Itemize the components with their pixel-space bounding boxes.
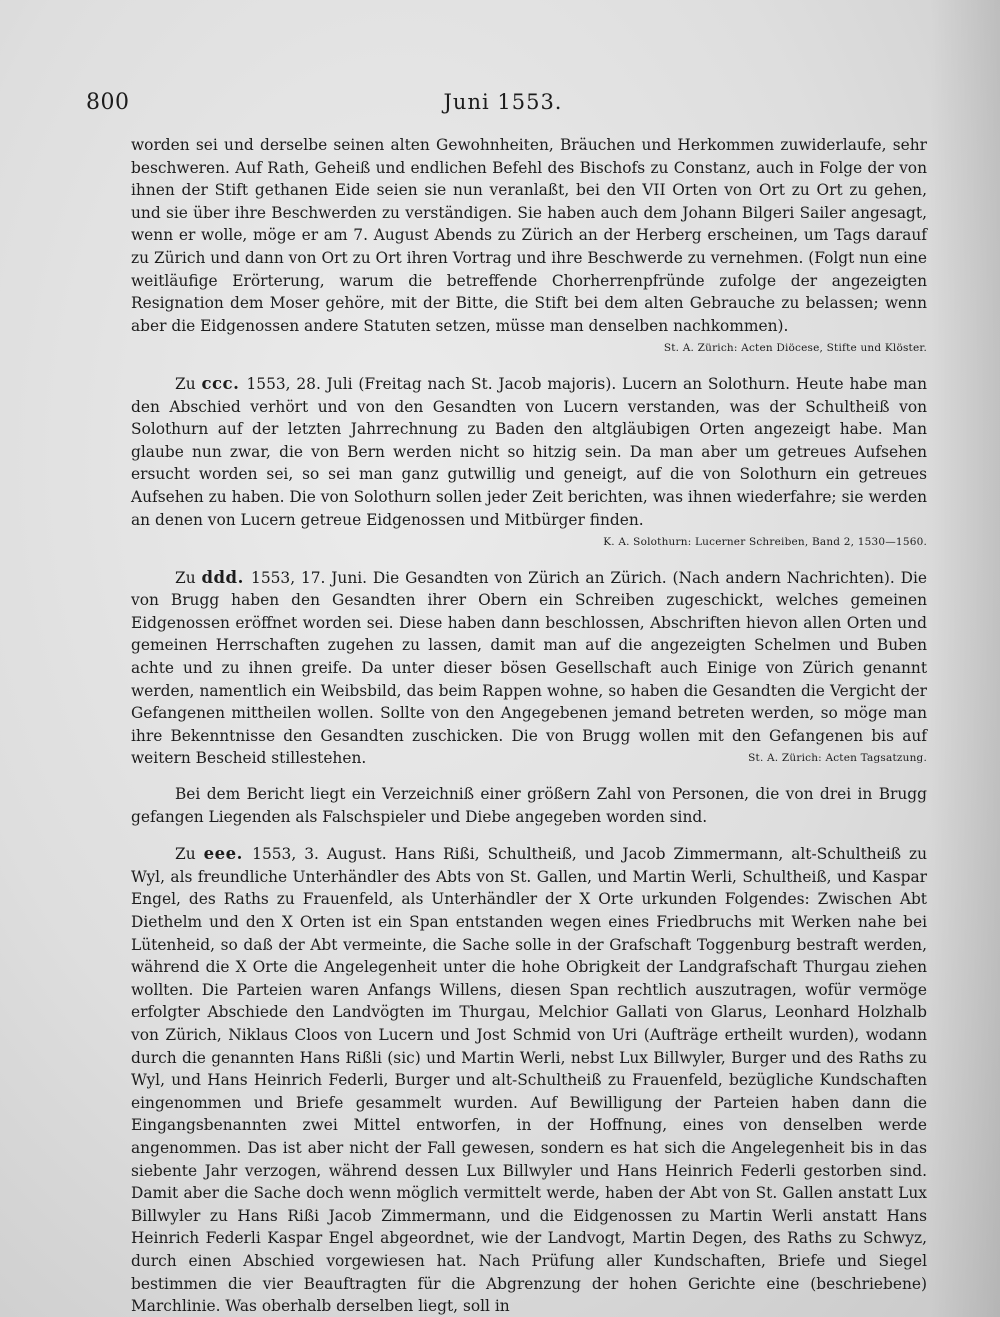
paragraph-continuation — [131, 134, 927, 360]
paragraph-text: 1553, 3. August. Hans Rißi, Schultheiß, und Jacob Zimmermann, alt-Schultheiß zu Wyl, als freundliche Unterhändler des Abts von St. Gallen, und Martin Werli, Schultheiß, und Kaspar Engel, des Raths zu Frauenfeld, als Unterhändler der X Orte urkunden Folgendes: Zwischen Abt Diethelm und den X Orten ist ein Span entstanden wegen eines Friedbruchs mit Werken nahe bei Lütenheid, so daß der Abt vermeinte, die Sache solle in der Grafschaft Toggenburg bestraft werden, während die X Orte die Angelegenheit unter die hohe Obrigkeit der Landgrafschaft Thurgau ziehen wollten. Die Parteien waren Anfangs Willens, diesen Span rechtlich auszutragen, wofür vermöge erfolgter Abschiede den Landvögten im Thurgau, Melchior Gallati von Glarus, Leonhard Holzhalb von Zürich, Niklaus Cloos von Lucern und Jost Schmid von Uri (Aufträge ertheilt wurden), wodann durch die genannten Hans Rißli (sic) und Martin Werli, nebst Lux Billwyler, Burger und des Raths zu Wyl, und Hans Heinrich Federli, Burger und alt-Schultheiß zu Frauenfeld, bezügliche Kundschaften eingenommen und Briefe gesammelt wurden. Auf Bewilligung der Parteien haben dann die Eingangsbenannten zwei Mittel entworfen, in der Hoffnung, eines von denselben werde angenommen. Das ist aber nicht der Fall gewesen, sondern es hat sich die Angelegenheit bis in das siebente Jahr verzogen, während dessen Lux Billwyler und Hans Heinrich Federli gestorben sind. Damit aber die Sache doch wenn möglich vermittelt werde, haben der Abt von St. Gallen anstatt Lux Billwyler zu Hans Rißi Jacob Zimmermann, und die Eidgenossen zu Martin Werli anstatt Hans Heinrich Federli Kaspar Engel abgeordnet, wie der Landvogt, Martin Degen, des Raths zu Schwyz, durch einen Abschied vorgewiesen hat. Nach Prüfung aller Kundschaften, Briefe und Siegel bestimmen die vier Beauftragten für die Abgrenzung der hohen Gerichte eine (beschriebene) Marchlinie. Was oberhalb derselben liegt, soll in — [131, 845, 928, 1316]
section-lead: Zu — [175, 845, 204, 864]
section-ref: ccc. — [201, 373, 247, 393]
paragraph-bei-dem-bericht — [131, 783, 927, 828]
paragraph-text: worden sei und derselbe seinen alten Gewohnheiten, Bräuchen und Herkommen zuwiderlaufe, sehr beschweren. Auf Rath, Geheiß und endlichen Befehl des Bischofs zu Constanz, auch in Folge der von ihnen der Stift gethanen Eide seien sie nun veranlaßt, bei den VII Orten von Ort zu Ort zu gehen, und sie über ihre Beschwerden zu verständigen. Sie haben auch dem Johann Bilgeri Sailer angesagt, wenn er wolle, möge er am 7. August Abends zu Zürich an der Herberg erscheinen, um Tags darauf zu Zürich und dann von Ort zu Ort ihren Vortrag und ihre Beschwerde zu vernehmen. (Folgt nun eine weitläufige Erörterung, warum die betreffende Chorherrenpfründe zufolge der angezeigten Resignation dem Moser gehöre, mit der Bitte, die Stift bei dem alten Gebrauche zu belassen; wenn aber die Eidgenossen andere Statuten setzen, müsse man denselben nachkommen). — [131, 136, 927, 335]
paragraph-zu-ddd — [131, 567, 927, 770]
section-lead: Zu — [175, 568, 202, 587]
paragraph-text: 1553, 28. Juli (Freitag nach St. Jacob majoris). Lucern an Solothurn. Heute habe man den Abschied verhört und von den Gesandten von Lucern verstanden, was der Schultheiß von Solothurn auf der letzten Jahrrechnung zu Baden den altgläubigen Orten angezeigt habe. Man glaube nun zwar, die von Bern werden nicht so hitzig sein. Da man aber um getreues Aufsehen ersucht worden sei, so sei man ganz gutwillig und geneigt, auf die von Solothurn ein getreues Aufsehen zu haben. Die von Solothurn sollen jeder Zeit berichten, was ihnen wiederfahre; sie werden an denen von Lucern getreue Eidgenossen und Mitbürger finden. — [131, 374, 927, 529]
page-header — [86, 90, 920, 120]
source-citation: St. A. Zürich: Acten Tagsatzung. — [748, 752, 927, 765]
section-lead: Zu — [175, 374, 202, 393]
page-body — [131, 134, 927, 1317]
running-head: Juni 1553. — [443, 90, 563, 114]
source-citation: K. A. Solothurn: Lucerner Schreiben, Band 2, 1530—1560. — [603, 536, 927, 549]
page-shadow — [930, 0, 1000, 1317]
section-ref: ddd. — [201, 567, 252, 587]
paragraph-zu-eee — [131, 843, 927, 1317]
source-citation: St. A. Zürich: Acten Diöcese, Stifte und Klöster. — [663, 342, 927, 355]
paragraph-zu-ccc — [131, 373, 927, 554]
page-number: 800 — [86, 90, 130, 115]
paragraph-text: 1553, 17. Juni. Die Gesandten von Zürich an Zürich. (Nach andern Nachrichten). Die von Brugg haben den Gesandten ihrer Obern ein Schreiben zugeschickt, welches gemeinen Eidgenossen eröffnet worden sei. Diese haben dann beschlossen, Abschriften hievon allen Orten und gemeinen Herrschaften zugehen zu lassen, damit man auf die angezeigten Schelmen und Buben achte und zu ihnen greife. Da unter dieser bösen Gesellschaft auch Einige von Zürich genannt werden, namentlich ein Weibsbild, das beim Rappen wohne, so haben die Gesandten die Vergicht der Gefangenen mittheilen wollen. Sollte von den Angegebenen jemand betreten werden, so möge man ihre Bekenntnisse den Gesandten zuschicken. Die von Brugg wollen mit den Gefangenen bis auf weitern Bescheid stillestehen. — [131, 568, 928, 768]
section-ref: eee. — [203, 844, 253, 864]
paragraph-text: Bei dem Bericht liegt ein Verzeichniß einer größern Zahl von Personen, die von drei in Brugg gefangen Liegenden als Falschspieler und Diebe angegeben worden sind. — [131, 785, 927, 826]
